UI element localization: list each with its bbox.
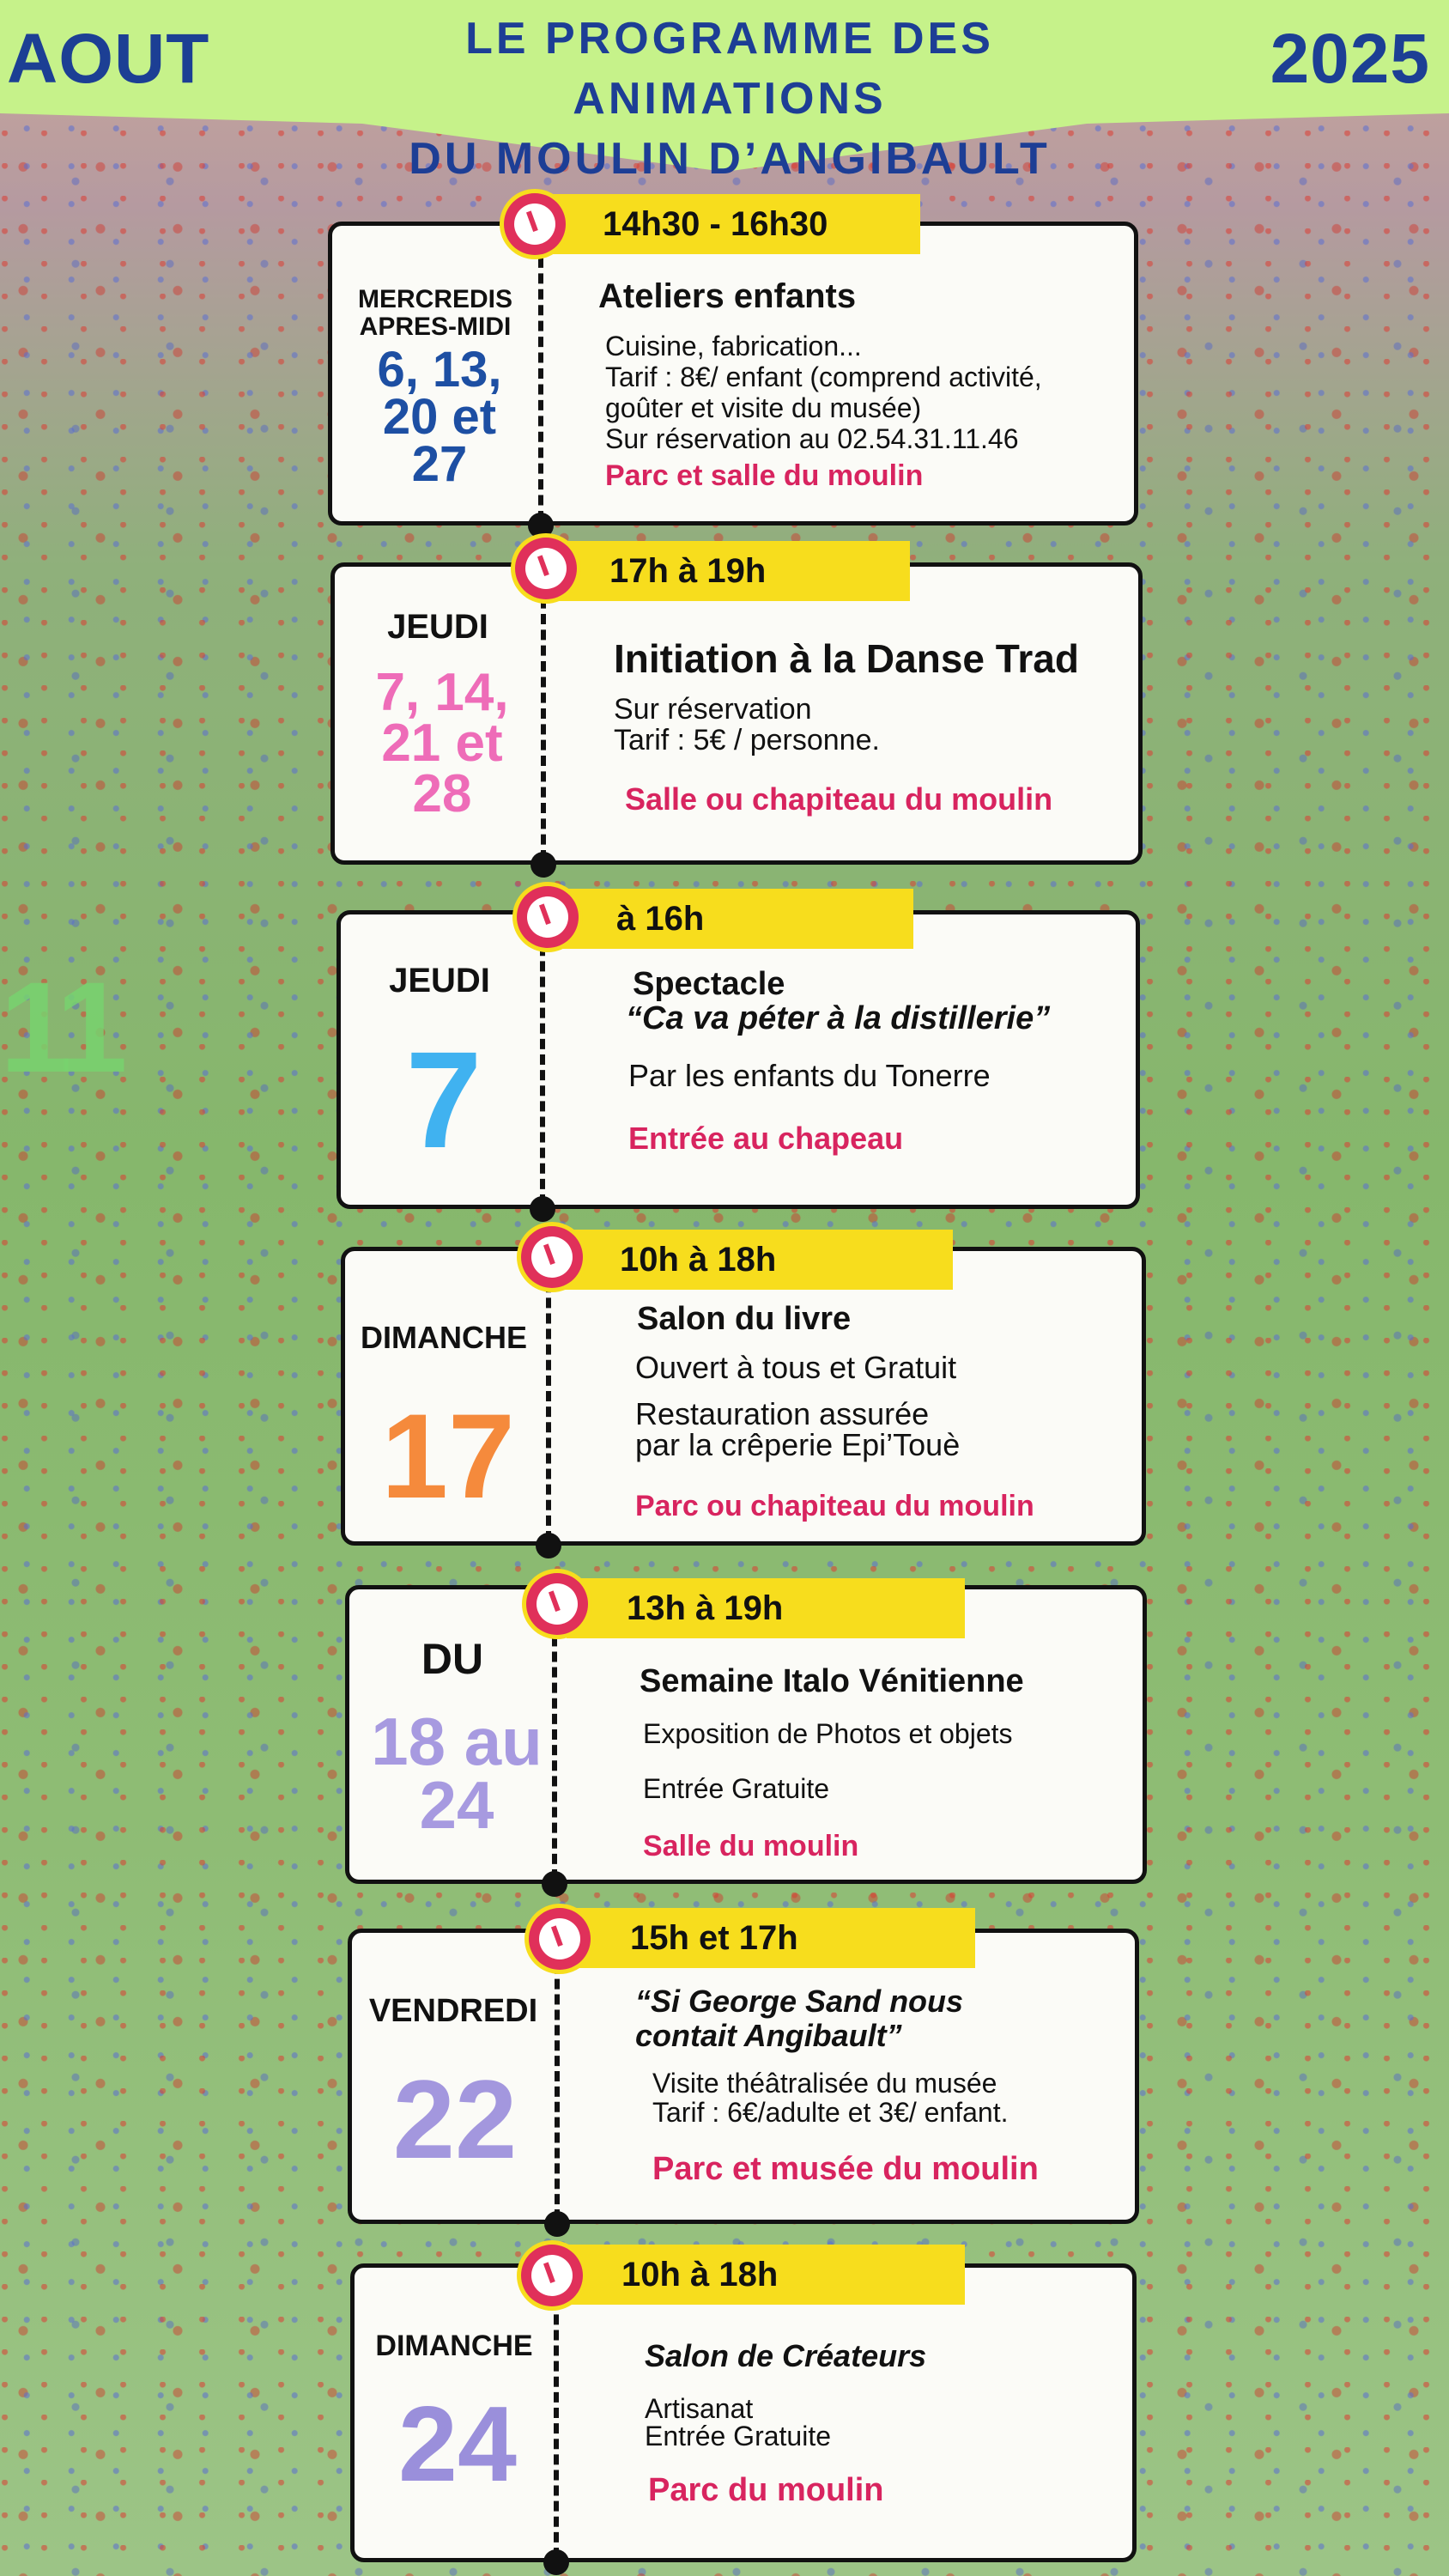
clock-icon — [517, 886, 579, 948]
month-label: AOUT — [7, 20, 210, 98]
event-time-tag: 15h et 17h — [570, 1908, 975, 1968]
event-time-tag: 10h à 18h — [561, 2245, 965, 2305]
event-text-line: Sur réservation — [614, 693, 812, 726]
event-location: Entrée au chapeau — [628, 1121, 904, 1156]
event-dates: 7, 14, 21 et 28 — [375, 663, 509, 823]
event-dates: 6, 13, 20 et 27 — [377, 342, 502, 493]
event-time-tag: 14h30 - 16h30 — [543, 194, 920, 254]
event-card-7 — [350, 2263, 1137, 2562]
event-location: Parc et salle du moulin — [605, 459, 924, 492]
event-location: Salle du moulin — [643, 1830, 859, 1862]
clock-icon — [521, 1226, 583, 1288]
event-description — [652, 2069, 1133, 2127]
event-card-4 — [341, 1247, 1146, 1546]
card-divider — [555, 1933, 560, 2220]
background-number: 11 — [0, 955, 119, 1099]
event-description — [645, 2395, 1125, 2450]
event-location: Parc et musée du moulin — [652, 2151, 1039, 2187]
event-title: Semaine Italo Vénitienne — [640, 1663, 1024, 1699]
event-day: JEUDI — [387, 608, 488, 646]
event-text-line: par la crêperie Epi’Touè — [635, 1427, 961, 1462]
event-text-line: Ouvert à tous et Gratuit — [635, 1350, 957, 1385]
event-day: MERCREDIS APRES-MIDI — [357, 285, 512, 341]
event-dates: 7 — [405, 1023, 482, 1176]
event-time-tag: à 16h — [556, 889, 913, 949]
event-description — [605, 331, 1137, 454]
event-dates: 24 — [398, 2385, 517, 2504]
event-text-line: Par les enfants du Tonerre — [628, 1058, 991, 1093]
event-description — [643, 1720, 1141, 1802]
event-location: Parc ou chapiteau du moulin — [635, 1490, 1034, 1522]
event-day: DIMANCHE — [361, 1320, 527, 1355]
event-text-line: Entrée Gratuite — [645, 2421, 831, 2451]
event-title: Salon de Créateurs — [645, 2338, 927, 2373]
event-card-6 — [348, 1929, 1139, 2224]
card-divider — [546, 1251, 551, 1541]
page-title — [309, 9, 1150, 189]
event-dates: 18 au 24 — [371, 1704, 543, 1844]
event-title: Spectacle — [633, 966, 785, 1002]
clock-icon — [529, 1908, 591, 1970]
event-time-tag: 13h à 19h — [567, 1578, 965, 1638]
event-text-line: Entrée Gratuite — [643, 1773, 829, 1804]
card-divider — [538, 226, 543, 521]
event-day: DU — [421, 1635, 484, 1683]
event-text-line: Restauration assurée — [635, 1396, 930, 1431]
event-day: JEUDI — [389, 962, 490, 999]
event-day: DIMANCHE — [375, 2330, 533, 2362]
event-title: “Si George Sand nous contait Angibault” — [635, 1984, 964, 2053]
event-dates: 17 — [381, 1388, 515, 1523]
event-time-tag: 10h à 18h — [560, 1230, 953, 1290]
event-location: Salle ou chapiteau du moulin — [625, 781, 1053, 817]
event-text-line: Visite théâtralisée du musée — [652, 2068, 997, 2099]
card-divider — [554, 2268, 559, 2558]
event-location: Parc du moulin — [648, 2472, 884, 2508]
card-divider — [540, 914, 545, 1205]
clock-icon — [504, 193, 566, 255]
event-subtitle: “Ca va péter à la distillerie” — [626, 1000, 1051, 1036]
event-card-1 — [328, 222, 1138, 526]
card-divider — [541, 567, 546, 860]
clock-icon — [526, 1573, 588, 1635]
clock-icon — [515, 538, 577, 599]
year-label: 2025 — [1270, 20, 1430, 98]
event-text-line: goûter et visite du musée) — [605, 392, 922, 423]
clock-icon — [521, 2245, 583, 2306]
page-title-line-2: DU MOULIN D’ANGIBAULT — [409, 134, 1051, 184]
event-description — [614, 694, 1129, 756]
event-time-tag: 17h à 19h — [549, 541, 910, 601]
event-title: Initiation à la Danse Trad — [614, 636, 1079, 681]
event-title: Salon du livre — [637, 1301, 852, 1337]
event-card-3 — [336, 910, 1140, 1209]
event-description — [628, 1060, 1109, 1091]
event-text-line: Artisanat — [645, 2393, 754, 2424]
event-dates: 22 — [392, 2057, 518, 2182]
event-text-line: Cuisine, fabrication... — [605, 331, 862, 361]
event-description — [635, 1352, 1133, 1461]
event-day: VENDREDI — [368, 1993, 538, 2029]
event-card-2 — [330, 562, 1143, 865]
event-text-line: Sur réservation au 02.54.31.11.46 — [605, 423, 1019, 454]
event-text-line: Exposition de Photos et objets — [643, 1718, 1013, 1749]
page-title-line-1: LE PROGRAMME DES ANIMATIONS — [465, 14, 994, 124]
event-title: Ateliers enfants — [598, 277, 857, 315]
event-text-line: Tarif : 5€ / personne. — [614, 724, 880, 756]
event-text-line: Tarif : 6€/adulte et 3€/ enfant. — [652, 2097, 1009, 2128]
event-text-line: Tarif : 8€/ enfant (comprend activité, — [605, 361, 1042, 392]
